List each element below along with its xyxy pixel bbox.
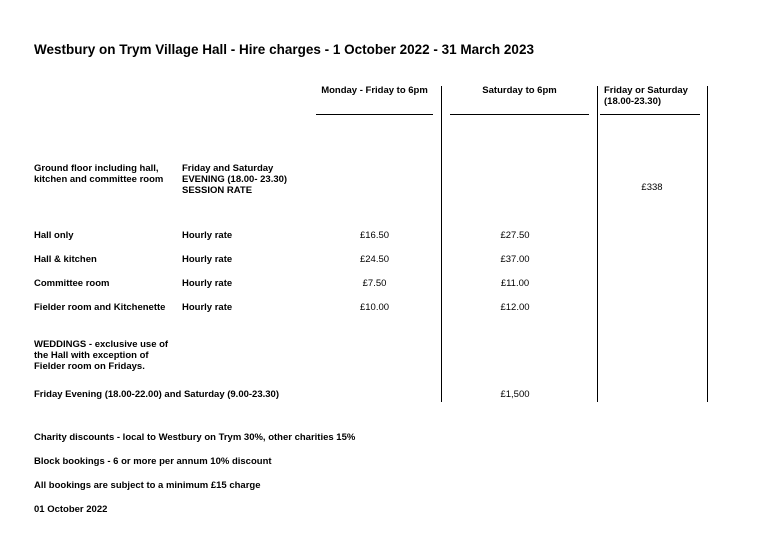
row-rate: Hourly rate (182, 302, 233, 313)
weddings-price: £1,500 (500, 389, 530, 400)
note-charity-discount: Charity discounts - local to Westbury on Trym 30%, other charities 15% (34, 432, 356, 443)
row-saturday-price: £27.50 (500, 230, 530, 241)
row-room: Hall only (34, 230, 74, 241)
note-minimum-charge: All bookings are subject to a minimum £15 charge (34, 480, 261, 491)
column-divider-2 (597, 86, 598, 402)
document-date: 01 October 2022 (34, 504, 108, 515)
header-underline-evening (600, 114, 700, 115)
row-weekday-price: £16.50 (359, 230, 390, 241)
row-room: Fielder room and Kitchenette (34, 302, 166, 313)
weddings-line1: WEDDINGS - exclusive use of (34, 339, 169, 350)
row-saturday-price: £12.00 (500, 302, 530, 313)
session-rate-line3: SESSION RATE (182, 185, 253, 196)
header-saturday: Saturday to 6pm (482, 85, 557, 96)
row-weekday-price: £24.50 (359, 254, 390, 265)
column-divider-3 (707, 86, 708, 402)
weddings-line2: the Hall with exception of (34, 350, 149, 361)
page-title: Westbury on Trym Village Hall - Hire charges - 1 October 2022 - 31 March 2023 (34, 42, 534, 57)
row-rate: Hourly rate (182, 254, 233, 265)
session-evening-price: £338 (641, 182, 663, 193)
session-rate-line1: Friday and Saturday (182, 163, 274, 174)
row-room: Committee room (34, 278, 110, 289)
header-monday-friday: Monday - Friday to 6pm (321, 85, 428, 96)
row-rate: Hourly rate (182, 278, 233, 289)
session-room-line2: kitchen and committee room (34, 174, 164, 185)
header-underline-saturday (450, 114, 589, 115)
column-divider-1 (441, 86, 442, 402)
weddings-slot: Friday Evening (18.00-22.00) and Saturday (9.00-23.30) (34, 389, 279, 400)
note-block-bookings: Block bookings - 6 or more per annum 10% discount (34, 456, 272, 467)
row-saturday-price: £37.00 (500, 254, 530, 265)
weddings-line3: Fielder room on Fridays. (34, 361, 145, 372)
session-rate-line2: EVENING (18.00- 23.30) (182, 174, 288, 185)
row-weekday-price: £10.00 (359, 302, 390, 313)
header-evening-line2: (18.00-23.30) (604, 96, 662, 107)
row-saturday-price: £11.00 (500, 278, 530, 289)
row-rate: Hourly rate (182, 230, 233, 241)
header-evening-line1: Friday or Saturday (604, 85, 688, 96)
session-room-line1: Ground floor including hall, (34, 163, 159, 174)
row-weekday-price: £7.50 (362, 278, 387, 289)
row-room: Hall & kitchen (34, 254, 97, 265)
header-underline-weekday (316, 114, 433, 115)
